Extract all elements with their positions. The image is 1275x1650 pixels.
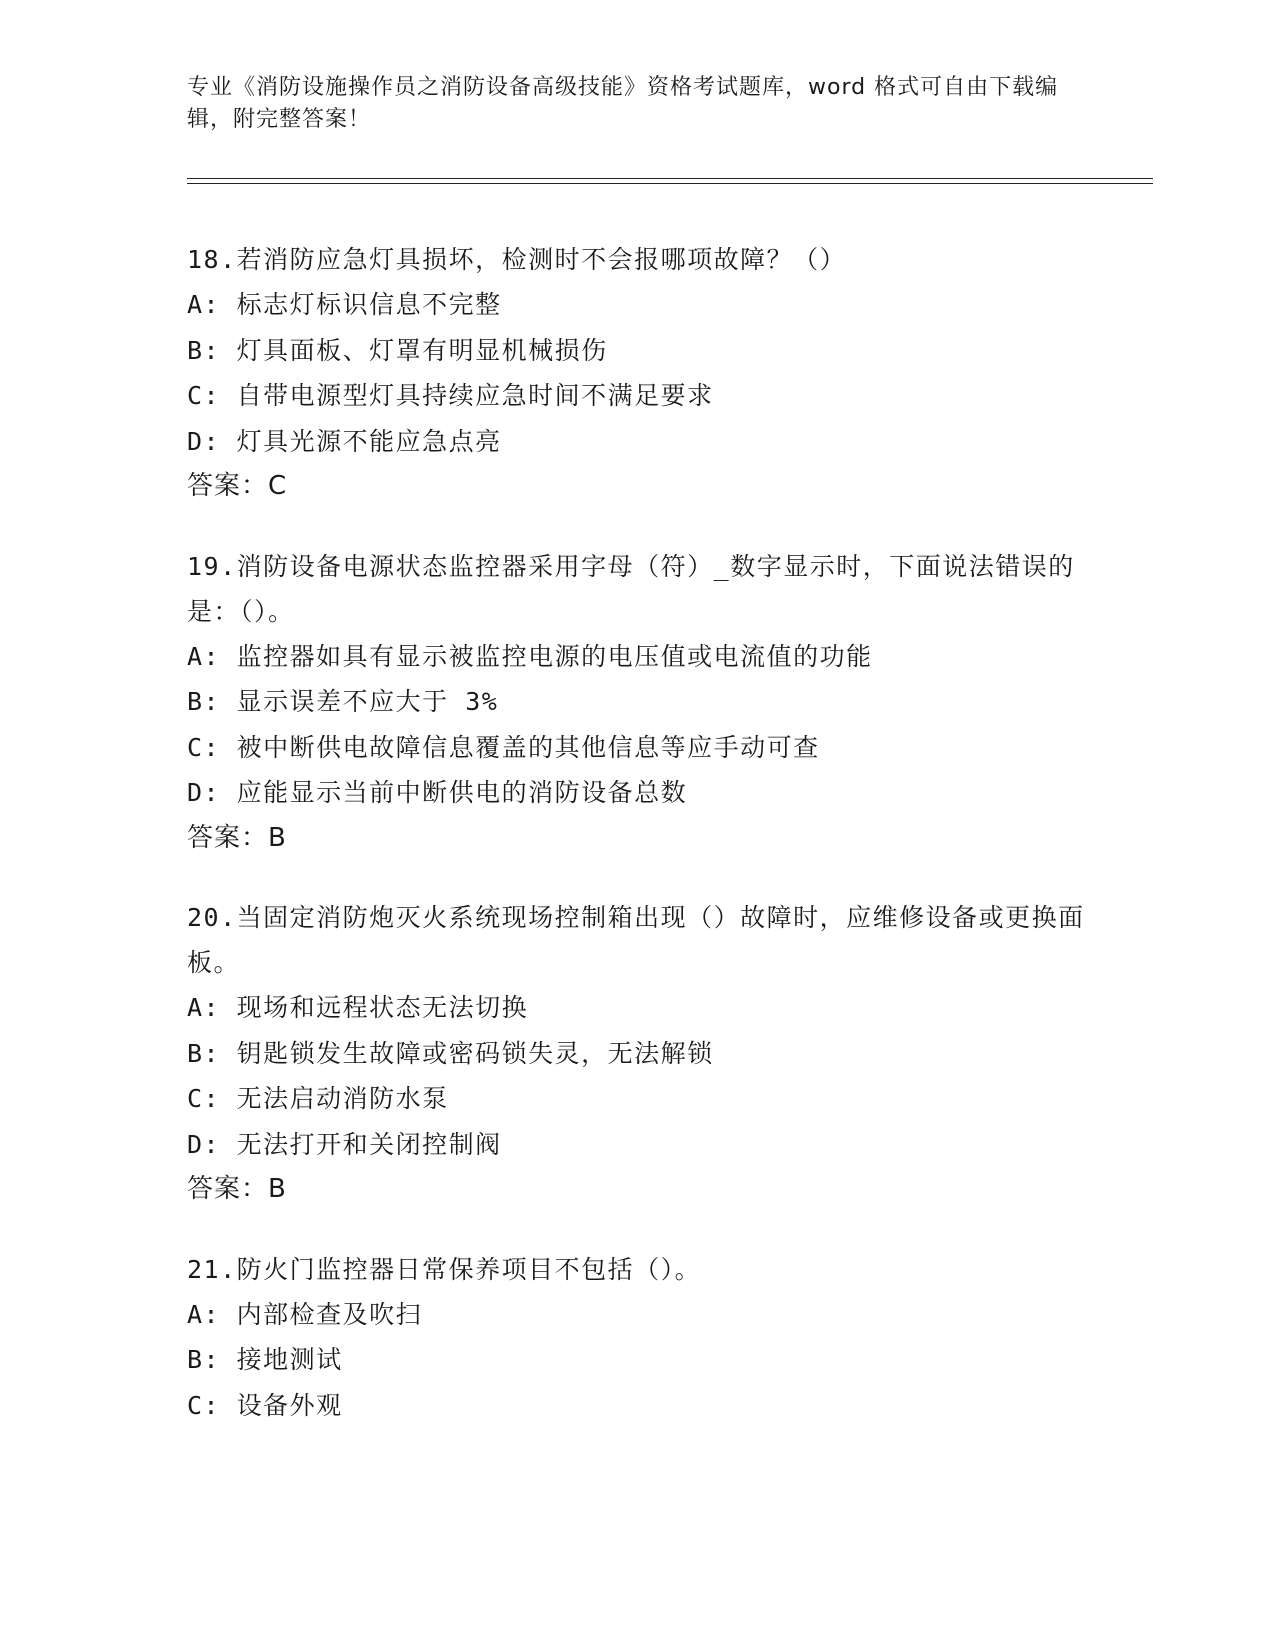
question-stem: 19.消防设备电源状态监控器采用字母（符）_数字显示时，下面说法错误的是：（）。 <box>187 551 1075 626</box>
option-d: D: 无法打开和关闭控制阀 <box>187 1129 502 1159</box>
document-intro: 专业《消防设施操作员之消防设备高级技能》资格考试题库，word 格式可自由下载编辑，附完整答案！ <box>187 75 1059 132</box>
question-stem: 21.防火门监控器日常保养项目不包括（）。 <box>187 1254 702 1284</box>
question-stem: 20.当固定消防炮灭火系统现场控制箱出现（）故障时，应维修设备或更换面板。 <box>187 903 1085 977</box>
question-list <box>187 237 1087 1462</box>
answer-value: B <box>268 822 287 853</box>
question-21 <box>187 1247 1087 1429</box>
answer-value: C <box>268 471 288 501</box>
header-divider-bottom <box>187 183 1153 184</box>
option-a: A: 内部检查及吹扫 <box>187 1299 423 1329</box>
option-c: C: 自带电源型灯具持续应急时间不满足要求 <box>187 381 714 410</box>
option-a: A: 标志灯标识信息不完整 <box>187 290 502 319</box>
option-b: B: 显示误差不应大于 3% <box>187 687 499 716</box>
header-divider-top <box>187 178 1153 179</box>
answer-label: 答案： <box>187 822 269 853</box>
option-b: B: 钥匙锁发生故障或密码锁失灵，无法解锁 <box>187 1038 714 1068</box>
option-c: C: 被中断供电故障信息覆盖的其他信息等应手动可查 <box>187 732 820 762</box>
answer-line <box>187 464 1087 510</box>
option-c: C: 无法启动消防水泵 <box>187 1084 449 1113</box>
answer-label: 答案： <box>187 1174 269 1204</box>
question-stem: 18.若消防应急灯具损坏，检测时不会报哪项故障？（） <box>187 245 847 274</box>
option-d: D: 应能显示当前中断供电的消防设备总数 <box>187 778 688 807</box>
answer-value: B <box>268 1174 287 1204</box>
answer-line <box>187 816 1087 862</box>
option-a: A: 现场和远程状态无法切换 <box>187 993 529 1022</box>
option-a: A: 监控器如具有显示被监控电源的电压值或电流值的功能 <box>187 641 873 671</box>
question-19 <box>187 544 1087 862</box>
option-d: D: 灯具光源不能应急点亮 <box>187 426 502 456</box>
answer-label: 答案： <box>187 471 269 501</box>
question-20 <box>187 895 1087 1213</box>
question-18 <box>187 237 1087 510</box>
option-b: B: 灯具面板、灯罩有明显机械损伤 <box>187 335 608 365</box>
option-c: C: 设备外观 <box>187 1390 343 1420</box>
answer-line <box>187 1167 1087 1213</box>
option-b: B: 接地测试 <box>187 1345 343 1374</box>
